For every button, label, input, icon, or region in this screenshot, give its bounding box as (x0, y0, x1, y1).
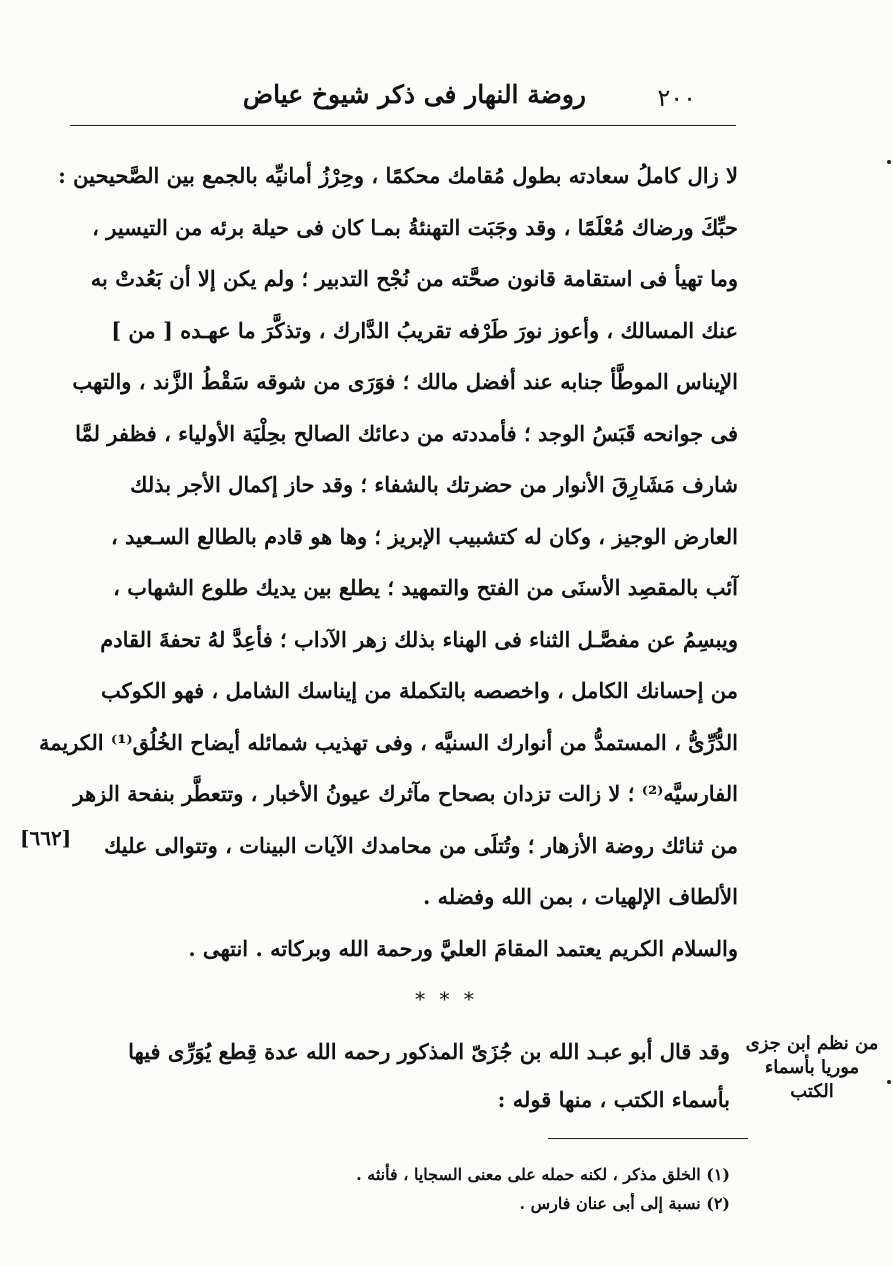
footnote: (٢) نسبة إلى أبى عنان فارس . (519, 1194, 730, 1213)
text-line: الألطاف الإلهيات ، بمن الله وفضله . (423, 884, 738, 909)
text-line: الإيناس الموطَّأ جنابه عند أفضل مالك ؛ فوَرَى من شوقه سَقْطُ الزَّند ، والتهب (72, 369, 738, 394)
second-paragraph (90, 1028, 730, 1124)
header-rule (70, 125, 736, 126)
footnote-rule (548, 1138, 748, 1139)
page-number: ٢٠٠ (657, 84, 696, 112)
edge-mark (887, 160, 891, 164)
text-line: من ثنائك روضة الأزهار ؛ وتُتلَى من محامدك الآيات البينات ، وتتوالى عليك (104, 832, 738, 858)
closing-line: والسلام الكريم يعتمد المقامَ العليَّ ورحمة الله وبركاته . انتهى . (188, 935, 738, 961)
text-line: آئب بالمقصِد الأسنَى من الفتح والتمهيد ؛ يطلع بين يديك طلوع الشهاب ، (113, 575, 738, 600)
running-title: روضة النهار فى ذكر شيوخ عياض (242, 80, 586, 109)
text-line: الفارسيَّه⁽²⁾ ؛ لا زالت تزدان بصحاح مآثرك عيونُ الأخبار ، وتتعطَّر بنفحة الزهر (73, 781, 738, 806)
text-line: بأسماء الكتب ، منها قوله : (497, 1087, 730, 1112)
text-line: حبِّكَ ورضاك مُعْلَمًا ، وقد وجَبَت التهنئةُ بمـا كان فى حيلة برئه من التيسير ، (92, 214, 738, 240)
text-line: لا زال كاملُ سعادته بطول مُقامك محكمًا ، وحِرْزُ أمانيِّه بالجمع بين الصَّحيحين : (58, 163, 738, 188)
text-line: وما تهيأ فى استقامة قانون صحَّته من نُجْح التدبير ؛ ولم يكن إلا أن بَعُدتْ به (90, 266, 738, 291)
text-line: عنك المسالك ، وأعوز نورَ طَرْفه تقريبُ الدَّارك ، وتذكَّرَ ما عهـده [ من ] (111, 317, 738, 343)
text-line: العارض الوجيز ، وكان له كتشبيب الإبريز ؛ وها هو قادم بالطالع السـعيد ، (111, 523, 738, 549)
footnote: (١) الخلق مذكر ، لكنه حمله على معنى السجايا ، فأنثه . (356, 1165, 730, 1184)
text-line: من إحسانك الكامل ، واخصصه بالتكملة من إيناسك الشامل ، فهو الكوكب (101, 678, 738, 703)
margin-page-reference: [٦٦٢] (20, 826, 72, 850)
text-line: ويبسِمُ عن مفصَّـل الثناء فى الهناء بذلك زهر الآداب ؛ فأعِدَّ لهُ تحفةَ القادم (100, 626, 738, 652)
page-header (70, 80, 736, 120)
text-line: شارف مَشَارِقَ الأنوار من حضرتك بالشفاء ؛ وقد حاز إكمال الأجر بذلك (130, 472, 738, 497)
edge-mark (887, 1080, 891, 1084)
text-line: وقد قال أبو عبـد الله بن جُزَىّ المذكور رحمه الله عدة قِطع يُوَرِّى فيها (128, 1039, 730, 1064)
text-line: فى جوانحه قَبَسُ الوجد ؛ فأمددته من دعائك الصالح بحِلْيَة الأولياء ، فظفر لمَّا (75, 420, 738, 446)
footnotes (200, 1160, 730, 1218)
side-note: من نظم ابن جزى موريا بأسماء الكتب (745, 1033, 879, 1102)
section-separator: * * * (415, 987, 478, 1011)
text-line: الدُّرِّىُّ ، المستمدُّ من أنوارك السنيَّه ، وفى تهذيب شمائله أيضاح الخُلُق⁽¹⁾ الكريمة (38, 729, 738, 755)
